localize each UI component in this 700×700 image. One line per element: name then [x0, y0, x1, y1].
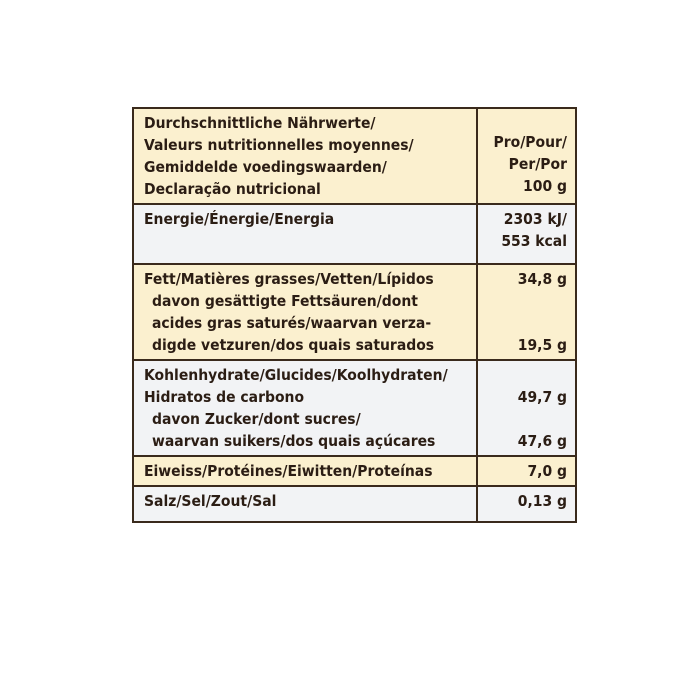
energy-row: [134, 204, 575, 264]
protein-row: [134, 456, 575, 486]
nutrition-facts-table: [132, 107, 577, 523]
saturated-fat-line-2: acides gras saturés/waarvan verza-: [152, 314, 432, 332]
energy-label-cell: [134, 204, 477, 264]
carbohydrates-label-cell: [134, 360, 477, 456]
protein-label-cell: [134, 456, 477, 486]
header-title-line-2: Valeurs nutritionnelles moyennes/: [144, 136, 414, 154]
header-title-line-3: Gemiddelde voedingswaarden/: [144, 158, 387, 176]
sugars-value: 47,6 g: [517, 432, 567, 450]
energy-kcal-value: 553 kcal: [501, 232, 567, 250]
salt-value: 0,13 g: [517, 492, 567, 510]
fat-value: 34,8 g: [517, 270, 567, 288]
protein-value-cell: [477, 456, 575, 486]
carbohydrates-value-cell: [477, 360, 575, 456]
salt-value-cell: [477, 486, 575, 521]
salt-label-cell: [134, 486, 477, 521]
carbohydrates-label-line-2: Hidratos de carbono: [144, 388, 305, 406]
carbohydrates-value: 49,7 g: [517, 388, 567, 406]
fat-label-cell: [134, 264, 477, 360]
salt-label: Salz/Sel/Zout/Sal: [144, 492, 277, 510]
saturated-fat-line-3: digde vetzuren/dos quais saturados: [152, 336, 435, 354]
saturated-fat-line-1: davon gesättigte Fettsäuren/dont: [152, 292, 418, 310]
salt-row: [134, 486, 575, 521]
header-per-cell: [477, 109, 575, 204]
carbohydrates-row: [134, 360, 575, 456]
protein-value: 7,0 g: [527, 462, 567, 480]
saturated-fat-value: 19,5 g: [517, 336, 567, 354]
fat-label: Fett/Matières grasses/Vetten/Lípidos: [144, 270, 434, 288]
header-title-line-1: Durchschnittliche Nährwerte/: [144, 114, 376, 132]
nutrition-table: [134, 109, 575, 521]
header-per-line-2: Per/Por: [508, 155, 567, 173]
carbohydrates-label-line-1: Kohlenhydrate/Glucides/Koolhydraten/: [144, 366, 448, 384]
header-row: [134, 109, 575, 204]
header-per-line-3: 100 g: [523, 177, 567, 195]
fat-row: [134, 264, 575, 360]
fat-value-cell: [477, 264, 575, 360]
header-title-cell: [134, 109, 477, 204]
energy-value-cell: [477, 204, 575, 264]
sugars-line-1: davon Zucker/dont sucres/: [152, 410, 361, 428]
energy-kj-value: 2303 kJ/: [503, 210, 567, 228]
energy-label: Energie/Énergie/Energia: [144, 210, 335, 228]
header-per-line-1: Pro/Pour/: [493, 133, 567, 151]
header-title-line-4: Declaração nutricional: [144, 180, 321, 198]
sugars-line-2: waarvan suikers/dos quais açúcares: [152, 432, 436, 450]
protein-label: Eiweiss/Protéines/Eiwitten/Proteínas: [144, 462, 433, 480]
